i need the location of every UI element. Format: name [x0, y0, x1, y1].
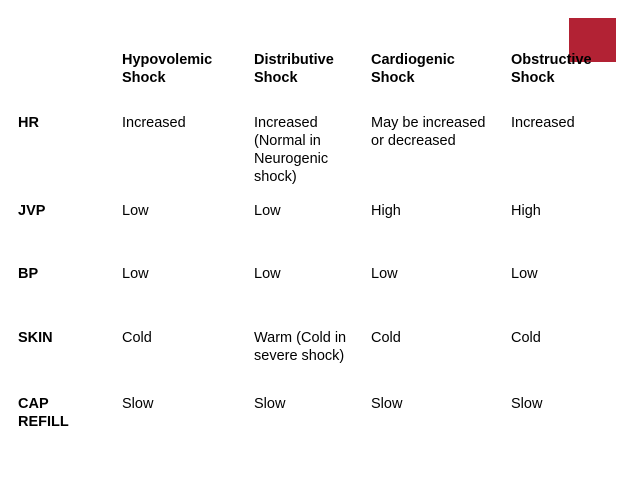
column-header-hypovolemic: Hypovolemic Shock [122, 52, 213, 86]
row-label-jvp: JVP [18, 203, 46, 219]
cell-hr-hypovolemic: Increased [122, 115, 186, 131]
cell-skin-hypovolemic: Cold [122, 330, 152, 346]
row-label-skin: SKIN [18, 330, 53, 346]
cell-cap-refill-distributive: Slow [254, 396, 286, 412]
cell-hr-obstructive: Increased [511, 115, 575, 131]
cell-jvp-distributive: Low [254, 203, 281, 219]
cell-hr-distributive: Increased (Normal in Neurogenic shock) [254, 115, 329, 185]
cell-hr-cardiogenic: May be increased or decreased [371, 115, 486, 149]
column-header-cardiogenic: Cardiogenic Shock [371, 52, 455, 86]
cell-skin-obstructive: Cold [511, 330, 541, 346]
cell-jvp-hypovolemic: Low [122, 203, 149, 219]
cell-bp-distributive: Low [254, 266, 281, 282]
cell-bp-obstructive: Low [511, 266, 538, 282]
cell-bp-hypovolemic: Low [122, 266, 149, 282]
cell-cap-refill-hypovolemic: Slow [122, 396, 154, 412]
column-header-distributive: Distributive Shock [254, 52, 334, 86]
row-label-bp: BP [18, 266, 39, 282]
cell-jvp-cardiogenic: High [371, 203, 401, 219]
cell-cap-refill-obstructive: Slow [511, 396, 543, 412]
cell-skin-cardiogenic: Cold [371, 330, 401, 346]
column-header-obstructive: Obstructive Shock [511, 52, 592, 86]
cell-jvp-obstructive: High [511, 203, 541, 219]
cell-bp-cardiogenic: Low [371, 266, 398, 282]
cell-cap-refill-cardiogenic: Slow [371, 396, 403, 412]
cell-skin-distributive: Warm (Cold in severe shock) [254, 330, 347, 364]
row-label-cap-refill: CAP REFILL [18, 396, 69, 430]
row-label-hr: HR [18, 115, 39, 131]
